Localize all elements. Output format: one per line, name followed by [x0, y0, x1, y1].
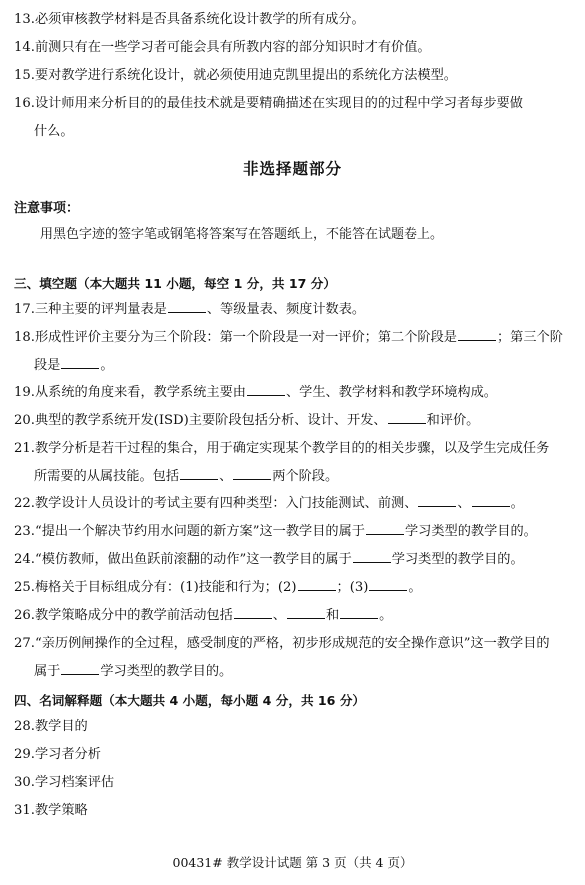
page-footer: 00431# 教学设计试题 第 3 页（共 4 页）: [172, 855, 413, 870]
question-text-continued: 什么。: [34, 123, 74, 139]
question-text: 。: [510, 496, 524, 511]
question-text: 学习档案评估: [34, 775, 115, 790]
question-text-continued: [14, 658, 573, 686]
question-23: [14, 518, 573, 546]
question-number: 20.: [14, 413, 35, 428]
question-text: 和评价。: [426, 413, 480, 428]
part3-heading: 三、填空题（本大题共 11 小题，每空 1 分，共 17 分）: [14, 276, 336, 291]
question-29: [14, 741, 573, 769]
question-number: 28.: [14, 719, 35, 734]
question-27: [14, 630, 573, 685]
question-text: 学习者分析: [34, 747, 101, 762]
question-text: 段是: [34, 357, 61, 373]
section-title: 非选择题部分: [242, 160, 342, 178]
answer-blank: [61, 356, 99, 369]
answer-blank: [180, 467, 218, 480]
answer-blank: [233, 467, 271, 480]
answer-blank: [298, 578, 336, 591]
answer-blank: [340, 606, 378, 619]
question-19: [14, 379, 573, 407]
question-text: 教学目的: [34, 719, 88, 734]
question-number: 17.: [14, 302, 35, 317]
answer-blank: [366, 522, 404, 535]
question-text-continued: [14, 352, 573, 380]
question-text: 形成性评价主要分为三个阶段：第一个阶段是一对一评价；第二个阶段是: [34, 330, 457, 345]
answer-blank: [369, 578, 407, 591]
answer-blank: [247, 383, 285, 396]
question-26: [14, 602, 573, 630]
question-text: ；(3): [336, 580, 369, 595]
question-text: 从系统的角度来看，教学系统主要由: [34, 385, 246, 400]
question-text: 。: [408, 580, 422, 595]
question-text: “模仿教师，做出鱼跃前滚翻的动作”这一教学目的属于: [34, 552, 352, 567]
question-text: “亲历例闸操作的全过程，感受制度的严格，初步形成规范的安全操作意识”这一教学目的: [34, 636, 550, 651]
question-20: [14, 407, 573, 435]
answer-blank: [418, 494, 456, 507]
question-text: 。: [379, 608, 393, 623]
question-text: 教学分析是若干过程的集合，用于确定实现某个教学目的的相关步骤，以及学生完成任务: [34, 441, 550, 456]
answer-blank: [234, 606, 272, 619]
question-text: 、: [457, 496, 471, 511]
question-14: [14, 34, 573, 62]
question-number: 19.: [14, 385, 35, 400]
question-13: [14, 6, 573, 34]
question-28: [14, 713, 573, 741]
question-text: “提出一个解决节约用水问题的新方案”这一教学目的属于: [34, 524, 365, 539]
question-25: [14, 574, 573, 602]
answer-blank: [287, 606, 325, 619]
part4-heading: 四、名词解释题（本大题共 4 小题，每小题 4 分，共 16 分）: [14, 693, 366, 708]
question-number: 15.: [14, 68, 35, 83]
question-text: 要对教学进行系统化设计，就必须使用迪克凯里提出的系统化方法模型。: [34, 68, 457, 83]
answer-blank: [168, 300, 206, 313]
answer-blank: [388, 411, 426, 424]
question-number: 26.: [14, 608, 35, 623]
question-number: 16.: [14, 96, 35, 111]
question-text: 、等级量表、频度计数表。: [206, 302, 366, 317]
question-text: 学习类型的教学目的。: [404, 524, 537, 539]
question-text: 教学策略成分中的教学前活动包括: [34, 608, 233, 623]
question-text: 两个阶段。: [272, 468, 339, 484]
question-number: 25.: [14, 580, 35, 595]
question-16: [14, 90, 573, 145]
question-text: ；第三个阶: [496, 330, 563, 345]
answer-blank: [353, 550, 391, 563]
notice-heading: 注意事项：: [14, 201, 80, 216]
question-number: 30.: [14, 775, 35, 790]
question-number: 29.: [14, 747, 35, 762]
question-text: 学习类型的教学目的。: [100, 663, 233, 679]
question-text: 、学生、教学材料和教学环境构成。: [285, 385, 497, 400]
question-number: 24.: [14, 552, 35, 567]
question-22: [14, 490, 573, 518]
question-number: 27.: [14, 636, 35, 651]
question-31: [14, 797, 573, 825]
question-text: 三种主要的评判量表是: [34, 302, 167, 317]
question-text: 教学策略: [34, 803, 88, 818]
question-text: 教学设计人员设计的考试主要有四种类型：入门技能测试、前测、: [34, 496, 418, 511]
question-number: 31.: [14, 803, 35, 818]
question-text: 设计师用来分析目的的最佳技术就是要精确描述在实现目的的过程中学习者每步要做: [34, 96, 523, 111]
answer-blank: [61, 662, 99, 675]
question-24: [14, 546, 573, 574]
question-number: 23.: [14, 524, 35, 539]
question-text: 前测只有在一些学习者可能会具有所教内容的部分知识时才有价值。: [34, 40, 431, 55]
question-number: 14.: [14, 40, 35, 55]
question-18: [14, 324, 573, 379]
answer-blank: [458, 328, 496, 341]
question-text: 学习类型的教学目的。: [391, 552, 524, 567]
question-text: 所需要的从属技能。包括: [34, 468, 180, 484]
question-text: 。: [100, 357, 114, 373]
question-text: 典型的教学系统开发(ISD)主要阶段包括分析、设计、开发、: [34, 413, 387, 428]
question-number: 22.: [14, 496, 35, 511]
question-number: 13.: [14, 12, 35, 27]
question-text: 梅格关于目标组成分有：(1)技能和行为；(2): [34, 580, 297, 595]
answer-blank: [472, 494, 510, 507]
question-21: [14, 435, 573, 490]
notice-body: 用黑色字迹的签字笔或钢笔将答案写在答题纸上，不能答在试题卷上。: [40, 227, 444, 242]
question-15: [14, 62, 573, 90]
question-text: 必须审核教学材料是否具备系统化设计教学的所有成分。: [34, 12, 365, 27]
question-text: 属于: [34, 663, 61, 679]
question-text: 、: [272, 608, 286, 623]
question-text-continued: [14, 463, 573, 491]
question-17: [14, 296, 573, 324]
question-30: [14, 769, 573, 797]
question-text: 、: [219, 468, 233, 484]
question-number: 18.: [14, 330, 35, 345]
question-number: 21.: [14, 441, 35, 456]
question-text: 和: [325, 608, 340, 623]
